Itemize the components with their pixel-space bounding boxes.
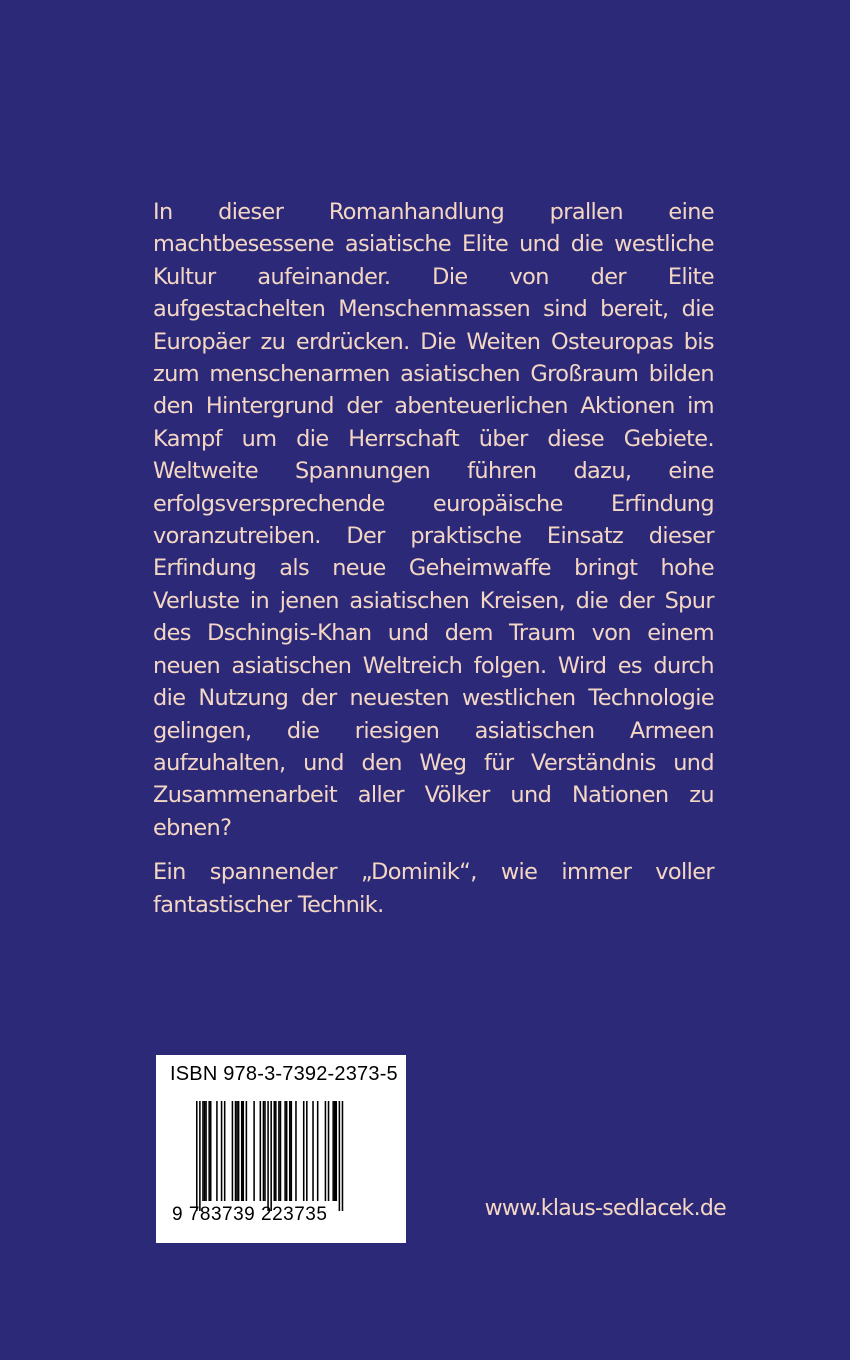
blurb-paragraph-2: Ein spannender „Dominik“, wie immer voller fantastischer Technik. <box>153 859 714 918</box>
barcode-bar-8 <box>221 1101 223 1201</box>
barcode-bar-22 <box>270 1101 272 1211</box>
barcode-bar-39 <box>334 1101 336 1201</box>
barcode-bar-28 <box>286 1101 288 1201</box>
barcode-bar-37 <box>328 1101 330 1201</box>
barcode-bar-10 <box>232 1101 234 1201</box>
barcode-bar-4 <box>205 1101 207 1201</box>
barcode-bar-35 <box>317 1101 319 1201</box>
barcode-bar-18 <box>260 1101 262 1201</box>
barcode-bar-12 <box>236 1101 238 1201</box>
barcode-bar-40 <box>336 1101 338 1201</box>
barcode-bar-26 <box>280 1101 282 1201</box>
barcode-bar-31 <box>295 1101 297 1201</box>
blurb-paragraph-1: In dieser Romanhandlung prallen eine machtbesessene asiatische Elite und die westliche Kultur aufeinander. Die von der Elite aufgestachelten Menschenmassen sind bereit, die Europäer zu erdrücken. Die Weiten Osteuropas bis zum menschenarmen asiatischen Großraum bilden den Hintergrund der abenteuerlichen Aktionen im Kampf um die Herrschaft über diese Gebiete. Weltweite Spannungen führen dazu, eine erfolgsversprechende europäische Erfindung voranzutreiben. Der praktische Einsatz dieser Erfindung als neue Geheimwaffe bringt hohe Verluste in jenen asiatischen Kreisen, die der Spur des Dschingis-Khan und dem Traum von einem neuen asiatischen Weltreich folgen. Wird es durch die Nutzung der neuesten westlichen Technologie gelingen, die riesigen asiatischen Armeen aufzuhalten, und den Weg für Verständnis und Zusammenarbeit aller Völker und Nationen zu ebnen? <box>153 199 714 841</box>
barcode-digits: 9 783739 223735 <box>172 1204 328 1225</box>
barcode-bar-20 <box>264 1101 266 1201</box>
barcode-bar-25 <box>278 1101 280 1201</box>
barcode-bar-6 <box>210 1101 212 1201</box>
barcode-bar-0 <box>196 1101 198 1211</box>
barcode-bar-29 <box>289 1101 291 1201</box>
isbn-barcode <box>156 1055 406 1243</box>
barcode-bar-34 <box>312 1101 314 1201</box>
barcode-bar-33 <box>306 1101 308 1201</box>
isbn-label: ISBN 978-3-7392-2373-5 <box>170 1063 398 1085</box>
barcode-bar-19 <box>263 1101 265 1201</box>
barcode-bar-36 <box>325 1101 327 1201</box>
barcode-bar-9 <box>224 1101 226 1201</box>
barcode-bar-41 <box>339 1101 341 1211</box>
barcode-bar-13 <box>238 1101 240 1201</box>
barcode-bar-7 <box>216 1101 218 1201</box>
barcode-bar-21 <box>267 1101 269 1211</box>
barcode-bar-30 <box>291 1101 293 1201</box>
barcode-bar-42 <box>342 1101 344 1211</box>
barcode-bar-17 <box>253 1101 255 1201</box>
barcode-bar-14 <box>241 1101 243 1201</box>
barcode-bar-5 <box>208 1101 210 1201</box>
website-url: www.klaus-sedlacek.de <box>484 1196 726 1221</box>
blurb-text <box>153 196 714 921</box>
barcode-bar-27 <box>284 1101 286 1201</box>
barcode-bar-11 <box>235 1101 237 1201</box>
barcode-bar-16 <box>246 1101 248 1201</box>
barcode-bar-3 <box>204 1101 206 1201</box>
barcode-bar-32 <box>303 1101 305 1201</box>
barcode-bar-38 <box>332 1101 334 1201</box>
barcode-bar-1 <box>199 1101 201 1211</box>
barcode-bar-24 <box>275 1101 277 1201</box>
barcode-bar-15 <box>243 1101 245 1201</box>
barcode-bar-23 <box>274 1101 276 1201</box>
barcode-bar-2 <box>202 1101 204 1201</box>
